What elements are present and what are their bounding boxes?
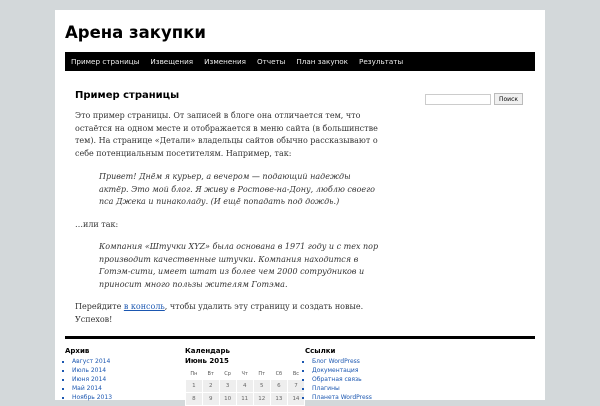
calendar-day: 1: [186, 380, 203, 393]
calendar-day: 4: [236, 380, 253, 393]
links-title: Ссылки: [305, 347, 336, 355]
weekday: Пн: [190, 370, 198, 377]
search-button[interactable]: Поиск: [494, 93, 523, 105]
archive-item[interactable]: ▪ Август 2014: [72, 357, 175, 366]
calendar-day: 3: [219, 380, 236, 393]
search-input[interactable]: [425, 94, 491, 105]
nav-item-changes[interactable]: Изменения: [204, 57, 246, 66]
calendar-week-row: [186, 393, 305, 406]
nav-item-sample-page[interactable]: Пример страницы: [71, 57, 140, 66]
weekday: Чт: [241, 370, 248, 377]
calendar-day: 7: [287, 380, 304, 393]
archive-item[interactable]: ▪ Июль 2014: [72, 366, 175, 375]
calendar-week-row: [186, 380, 305, 393]
calendar-month: Июнь 2015: [185, 357, 229, 365]
intro-paragraph: Это пример страницы. От записей в блоге она отличается тем, что остаётся на одном месте и отображается в меню сайта (в большинстве тем). На странице «Детали» владельцы сайтов обычно рассказывают о себе потенциальным посетителям. Например, так:: [75, 111, 378, 158]
calendar-header-row: [186, 368, 305, 380]
weekday: Вт: [207, 370, 214, 377]
calendar-day: 11: [236, 393, 253, 406]
calendar-day: 5: [253, 380, 270, 393]
nav-item-procurement-plan[interactable]: План закупок: [296, 57, 349, 66]
calendar-day: 6: [270, 380, 287, 393]
weekday: Ср: [224, 370, 231, 377]
calendar-day: 2: [202, 380, 219, 393]
footer-divider: [65, 336, 535, 339]
archive-item[interactable]: ▪ Ноябрь 2013: [72, 393, 175, 402]
archive-list: [65, 357, 175, 402]
links-list: [305, 357, 425, 402]
calendar-day: 14: [287, 393, 304, 406]
weekday: Вс: [292, 370, 300, 377]
calendar-title: Календарь: [185, 347, 230, 355]
link-item[interactable]: ▪ Плагины: [312, 384, 425, 393]
quote-courier: Привет! Днём я курьер, а вечером — подающий надежды актёр. Это мой блог. Я живу в Ростове-на-Дону, люблю своего пса Джека и пинаколаду. (И ещё попадать под дождь.): [99, 172, 375, 206]
quote-company: Компания «Штучки XYZ» была основана в 1971 году и с тех пор производит качественные штучки. Компания находится в Готэм-сити, имеет штат из более чем 2000 сотрудников и приносит много пользы жителям Готэма.: [99, 242, 379, 289]
outro-before: Перейдите: [75, 302, 124, 311]
calendar-day: 13: [270, 393, 287, 406]
archive-item[interactable]: ▪ Июня 2014: [72, 375, 175, 384]
nav-item-notices[interactable]: Извещения: [150, 57, 194, 66]
or-text: …или так:: [75, 219, 119, 229]
calendar-day: 8: [186, 393, 203, 406]
link-item[interactable]: ▪ Блог WordPress: [312, 357, 425, 366]
main-nav: [65, 52, 535, 71]
archive-title: Архив: [65, 347, 90, 355]
calendar-day: 12: [253, 393, 270, 406]
outro-paragraph: [75, 301, 395, 326]
nav-item-reports[interactable]: Отчеты: [256, 57, 286, 66]
page-title: Пример страницы: [75, 90, 180, 101]
site-title[interactable]: Арена закупки: [65, 23, 206, 42]
link-item[interactable]: ▪ Документация: [312, 366, 425, 375]
archive-widget: [65, 347, 175, 402]
calendar-day: 10: [219, 393, 236, 406]
page-container: [55, 10, 545, 400]
link-item[interactable]: ▪ Обратная связь: [312, 375, 425, 384]
weekday: Пт: [258, 370, 266, 377]
calendar-table: [185, 368, 305, 406]
weekday: Сб: [275, 370, 283, 377]
calendar-day: 9: [202, 393, 219, 406]
archive-item[interactable]: ▪ Май 2014: [72, 384, 175, 393]
main-content: [75, 90, 395, 326]
outro-after: , чтобы удалить эту страницу и создать новые. Успехов!: [75, 302, 364, 324]
links-widget: [305, 347, 425, 402]
console-link[interactable]: в консоль: [123, 302, 165, 311]
search-form: [425, 93, 523, 105]
link-item[interactable]: ▪ Планета WordPress: [312, 393, 425, 402]
calendar-widget: [185, 347, 305, 406]
nav-item-results[interactable]: Результаты: [359, 57, 404, 66]
